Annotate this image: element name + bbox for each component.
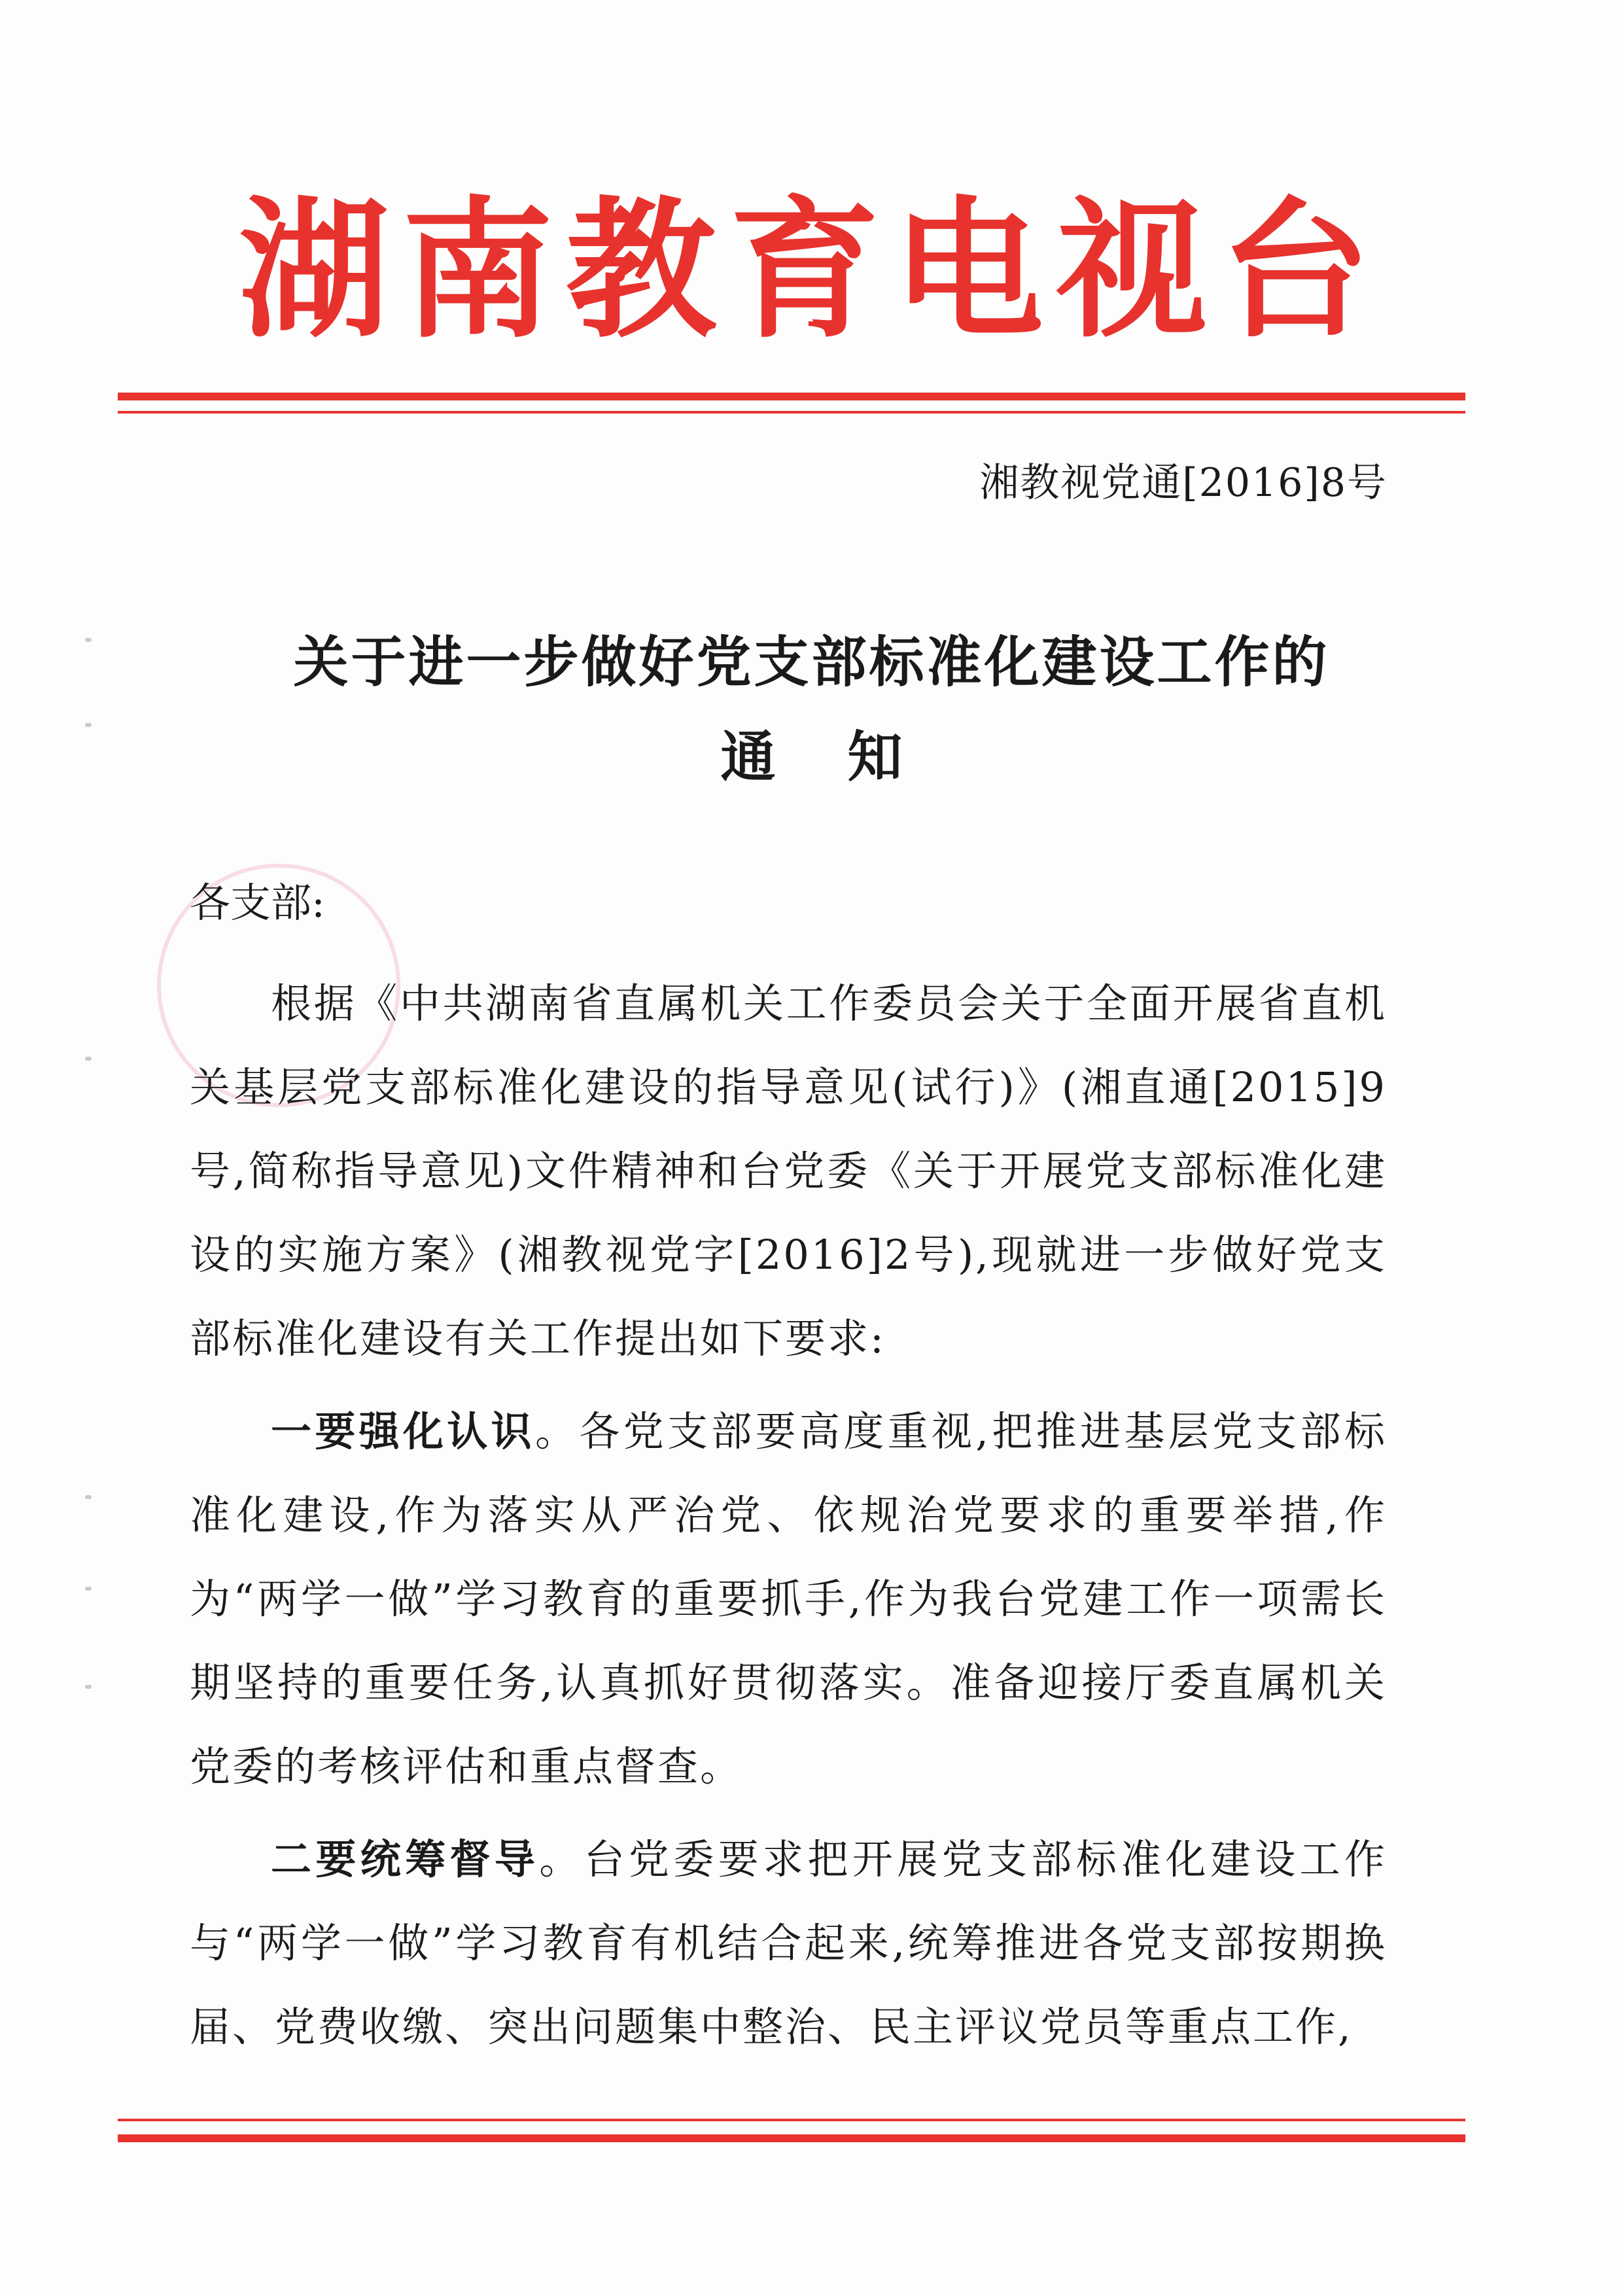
body-paragraph-2 bbox=[190, 1390, 1387, 1809]
document-body bbox=[190, 962, 1387, 2069]
salutation: 各支部: bbox=[190, 879, 325, 927]
body-paragraph-1 bbox=[190, 962, 1387, 1381]
paragraph-text: 根据《中共湖南省直属机关工作委员会关于全面开展省直机关基层党支部标准化建设的指导意见(试行)》(湘直通[2015]9号,简称指导意见)文件精神和台党委《关于开展党支部标准化建设的实施方案》(湘教视党字[2016]2号),现就进一步做好党支部标准化建设有关工作提出如下要求: bbox=[190, 980, 1387, 1362]
document-number: 湘教视党通[2016]8号 bbox=[979, 460, 1387, 506]
document-title-line1: 关于进一步做好党支部标准化建设工作的 bbox=[293, 630, 1330, 694]
paragraph-lead: 一要强化认识 bbox=[271, 1407, 535, 1455]
paragraph-text: 。台党委要求把开展党支部标准化建设工作与“两学一做”学习教育有机结合起来,统筹推进各党支部按期换届、党费收缴、突出问题集中整治、民主评议党员等重点工作, bbox=[190, 1835, 1387, 2051]
document-title-line2: 通知 bbox=[720, 725, 975, 789]
paragraph-lead: 二要统筹督导 bbox=[271, 1835, 540, 1883]
masthead-rule-thick bbox=[118, 393, 1465, 400]
footer-rule-thin bbox=[118, 2119, 1465, 2121]
masthead-rule-thin bbox=[118, 411, 1465, 414]
paragraph-text: 。各党支部要高度重视,把推进基层党支部标准化建设,作为落实从严治党、依规治党要求的重要举措,作为“两学一做”学习教育的重要抓手,作为我台党建工作一项需长期坚持的重要任务,认真抓好贯彻落实。准备迎接厅委直属机关党委的考核评估和重点督查。 bbox=[190, 1407, 1387, 1790]
body-paragraph-3 bbox=[190, 1818, 1387, 2069]
masthead-org-name: 湖南教育电视台 bbox=[238, 184, 1384, 359]
footer-rule-thick bbox=[118, 2134, 1465, 2142]
